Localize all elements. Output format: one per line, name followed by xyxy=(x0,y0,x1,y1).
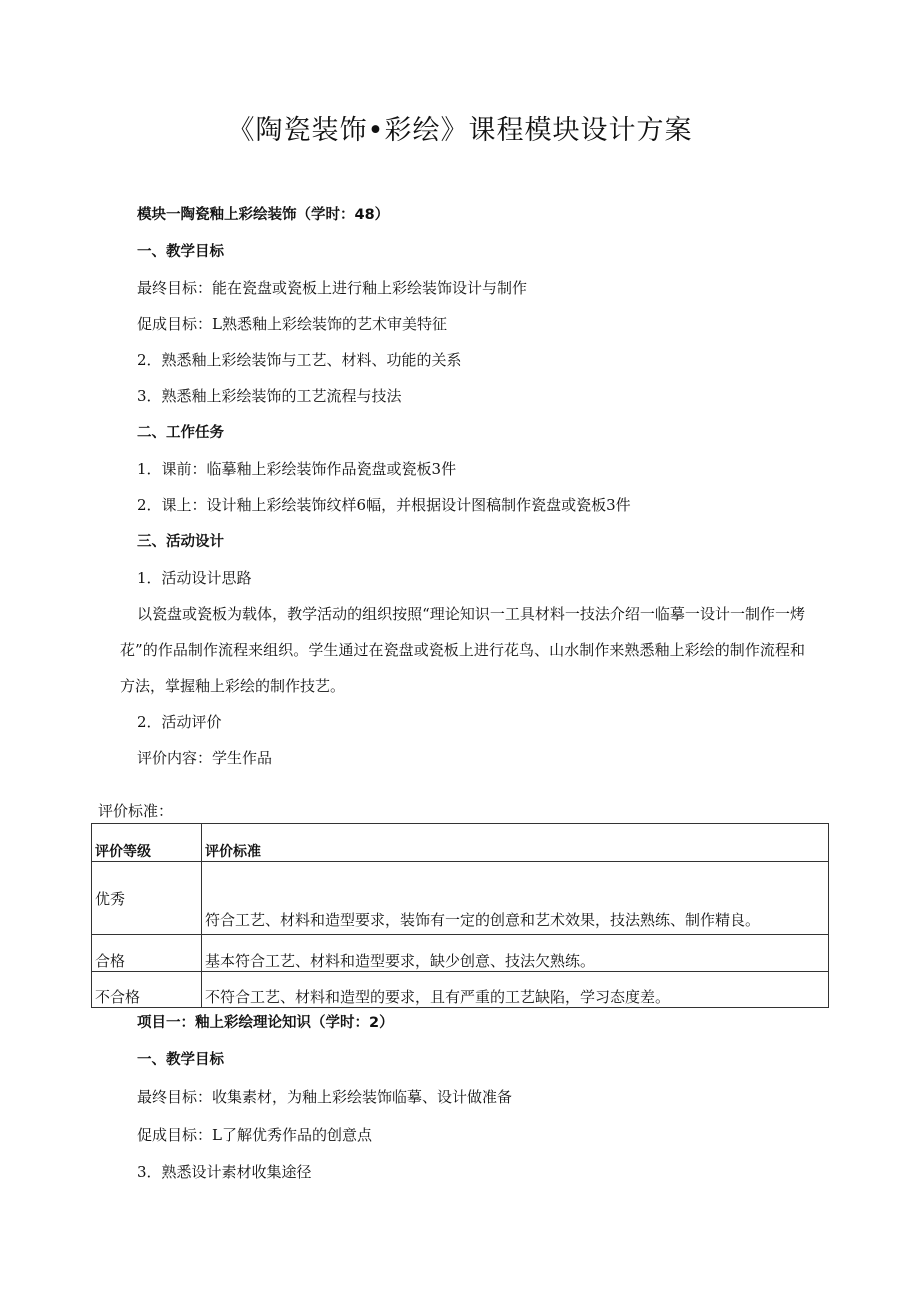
project-heading: 项目一：釉上彩绘理论知识（学时：2） xyxy=(137,1015,394,1031)
project-section-teaching-goals: 一、教学目标 xyxy=(137,1052,224,1068)
project-goal-item-3: 3．熟悉设计素材收集途径 xyxy=(137,1163,312,1181)
table-cell-level: 不合格 xyxy=(92,972,202,1008)
evaluation-table xyxy=(91,823,829,1008)
section-work-tasks: 二、工作任务 xyxy=(137,425,224,441)
table-cell-standard: 符合工艺、材料和造型要求，装饰有一定的创意和艺术效果，技法熟练、制作精良。 xyxy=(202,862,829,935)
task-item-1: 1．课前：临摹釉上彩绘装饰作品瓷盘或瓷板3件 xyxy=(137,460,457,478)
activity-item-1: 1．活动设计思路 xyxy=(137,569,252,587)
eval-standard-label: 评价标准： xyxy=(98,802,174,820)
task-item-2: 2．课上：设计釉上彩绘装饰纹样6幅，并根据设计图稿制作瓷盘或瓷板3件 xyxy=(137,496,631,514)
table-row xyxy=(92,972,829,1008)
activity-item-2: 2．活动评价 xyxy=(137,713,222,731)
promote-goal: 促成目标：L熟悉釉上彩绘装饰的艺术审美特征 xyxy=(137,315,447,333)
project-final-goal: 最终目标：收集素材，为釉上彩绘装饰临摹、设计做准备 xyxy=(137,1088,513,1106)
table-header-cell: 评价等级 xyxy=(92,824,202,862)
table-row xyxy=(92,862,829,935)
activity-paragraph: 以瓷盘或瓷板为载体，教学活动的组织按照“理论知识一工具材料一技法介绍一临摹一设计一制作一烤花”的作品制作流程来组织。学生通过在瓷盘或瓷板上进行花鸟、山水制作来熟悉釉上彩绘的制作流程和方法，掌握釉上彩绘的制作技艺。 xyxy=(120,605,805,695)
table-header-row xyxy=(92,824,829,862)
module-heading: 模块一陶瓷釉上彩绘装饰（学时：48） xyxy=(137,207,390,223)
table-row xyxy=(92,935,829,972)
table-header-cell: 评价标准 xyxy=(202,824,829,862)
project-promote-goal: 促成目标：L了解优秀作品的创意点 xyxy=(137,1126,372,1144)
document-title: 《陶瓷装饰•彩绘》课程模块设计方案 xyxy=(227,115,693,146)
table-cell-standard: 不符合工艺、材料和造型的要求，且有严重的工艺缺陷，学习态度差。 xyxy=(202,972,829,1008)
section-teaching-goals: 一、教学目标 xyxy=(137,244,224,260)
table-cell-level: 优秀 xyxy=(92,862,202,935)
final-goal: 最终目标：能在瓷盘或瓷板上进行釉上彩绘装饰设计与制作 xyxy=(137,279,528,297)
table-cell-standard: 基本符合工艺、材料和造型要求，缺少创意、技法欠熟练。 xyxy=(202,935,829,972)
goal-item-2: 2．熟悉釉上彩绘装饰与工艺、材料、功能的关系 xyxy=(137,351,462,369)
table-cell-level: 合格 xyxy=(92,935,202,972)
section-activity-design: 三、活动设计 xyxy=(137,534,224,550)
eval-content: 评价内容：学生作品 xyxy=(137,749,273,767)
goal-item-3: 3．熟悉釉上彩绘装饰的工艺流程与技法 xyxy=(137,387,402,405)
